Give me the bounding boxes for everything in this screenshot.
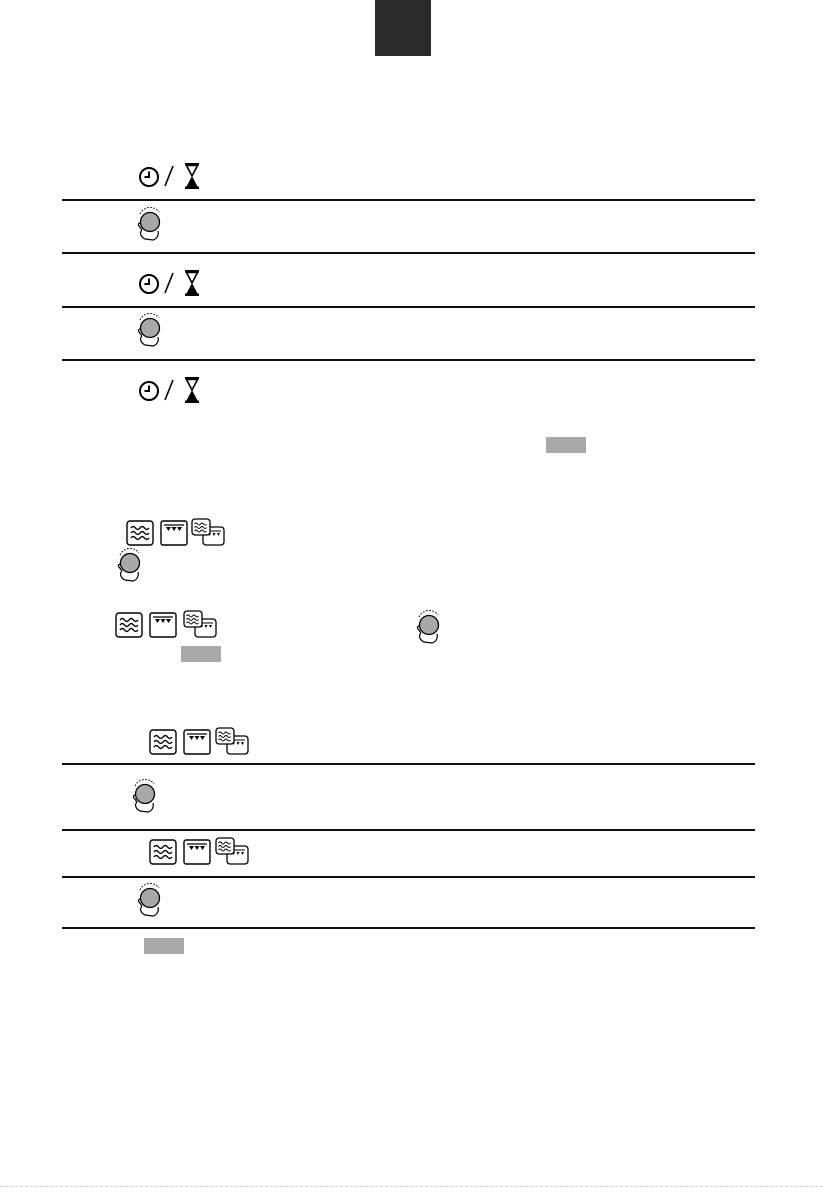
slash-divider-icon (163, 271, 175, 295)
start-key-badge (181, 646, 221, 662)
section-tab-marker (375, 0, 431, 56)
page-bottom-edge (0, 1186, 823, 1187)
microwave-waves-icon (149, 839, 177, 865)
step-divider (62, 829, 755, 831)
step-divider (62, 252, 755, 254)
hourglass-icon (184, 376, 200, 404)
grill-icon (183, 729, 211, 755)
step-divider (62, 306, 755, 308)
clock-icon (137, 272, 161, 296)
step-divider (62, 199, 755, 201)
grill-icon (183, 839, 211, 865)
rotary-dial-hand-icon (116, 548, 144, 582)
grill-icon (160, 520, 188, 546)
combination-mode-icon (214, 836, 250, 866)
hourglass-icon (184, 269, 200, 297)
rotary-dial-hand-icon (131, 779, 159, 813)
clock-icon (137, 165, 161, 189)
start-key-badge (144, 938, 184, 954)
combination-mode-icon (182, 609, 218, 639)
microwave-waves-icon (149, 729, 177, 755)
slash-divider-icon (163, 378, 175, 402)
rotary-dial-hand-icon (136, 313, 164, 347)
step-divider (62, 876, 755, 878)
grill-icon (149, 612, 177, 638)
start-key-badge (546, 437, 586, 453)
hourglass-icon (184, 162, 200, 190)
step-divider (62, 927, 755, 929)
combination-mode-icon (214, 726, 250, 756)
rotary-dial-hand-icon (136, 883, 164, 917)
step-divider (62, 359, 755, 361)
step-divider (62, 763, 755, 765)
slash-divider-icon (163, 164, 175, 188)
rotary-dial-hand-icon (136, 207, 164, 241)
microwave-waves-icon (115, 612, 143, 638)
rotary-dial-hand-icon (415, 610, 443, 644)
clock-icon (137, 379, 161, 403)
combination-mode-icon (190, 517, 226, 547)
microwave-waves-icon (126, 520, 154, 546)
